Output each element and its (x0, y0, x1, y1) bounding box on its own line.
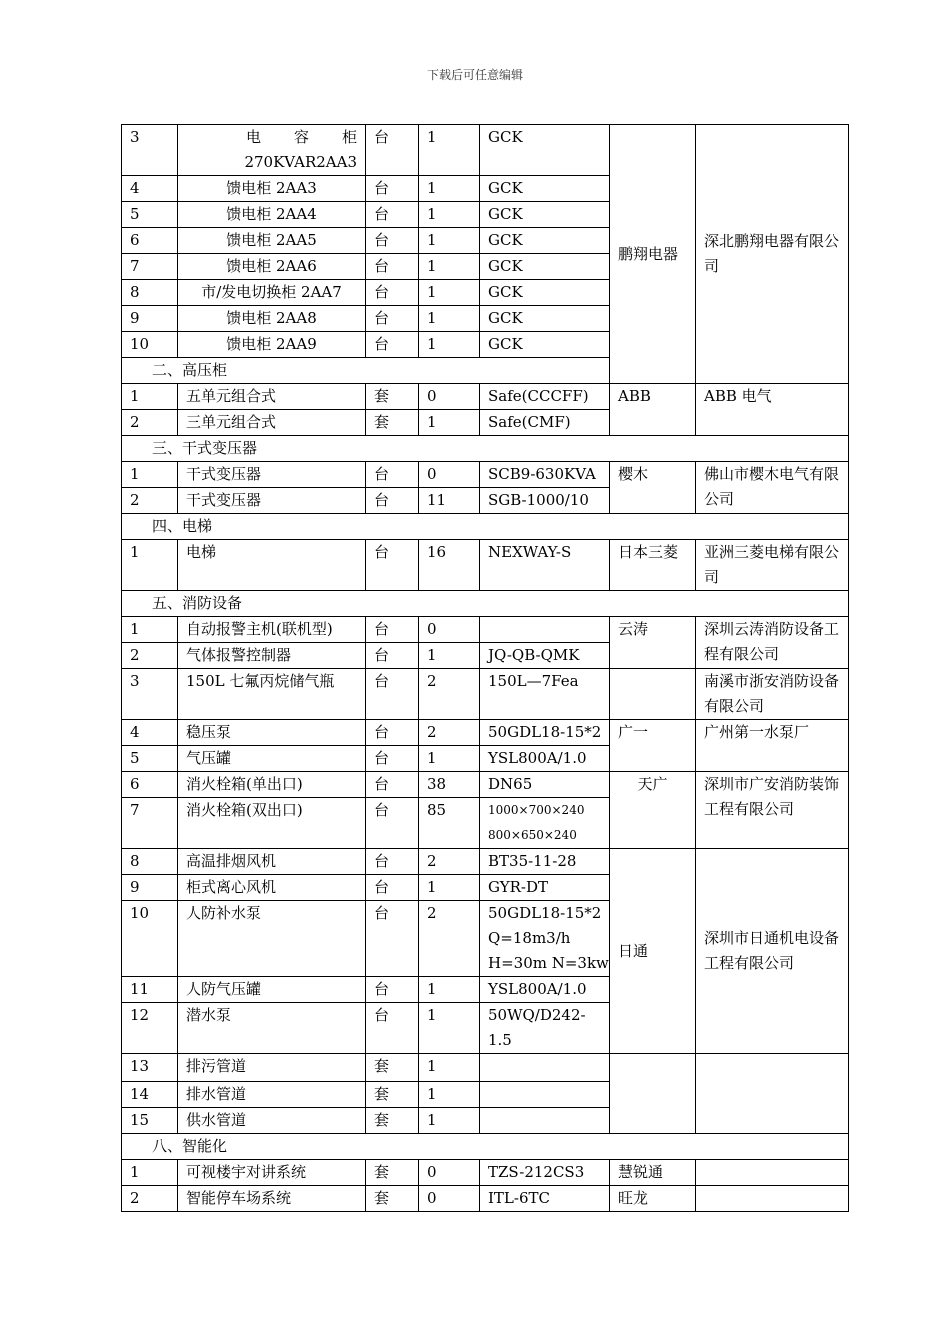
supplier-cell (696, 1186, 849, 1212)
model-cell: JQ-QB-QMK (480, 643, 610, 669)
model-cell: Safe(CMF) (480, 410, 610, 436)
model-cell: 50WQ/D242- 1.5 (480, 1003, 610, 1054)
name-cell: 高温排烟风机 (178, 849, 366, 875)
name-cell: 消火栓箱(单出口) (178, 772, 366, 798)
model-cell: 50GDL18-15*2 Q=18m3/h H=30m N=3kw (480, 901, 610, 977)
seq-cell: 6 (122, 772, 178, 798)
model-cell: 50GDL18-15*2 (480, 720, 610, 746)
qty-cell: 1 (419, 176, 480, 202)
qty-cell: 2 (419, 901, 480, 977)
supplier-cell: ABB 电气 (696, 384, 849, 436)
unit-cell: 套 (366, 1160, 419, 1186)
model-cell: 1000×700×240 800×650×240 (480, 798, 610, 849)
name-cell: 干式变压器 (178, 488, 366, 514)
table-row (122, 669, 849, 720)
model-cell: DN65 (480, 772, 610, 798)
name-cell: 电梯 (178, 540, 366, 591)
qty-cell: 1 (419, 254, 480, 280)
qty-cell: 0 (419, 1160, 480, 1186)
name-cell: 馈电柜 2AA5 (178, 228, 366, 254)
table-row (122, 1186, 849, 1212)
model-cell: GCK (480, 306, 610, 332)
section-title: 三、干式变压器 (122, 436, 849, 462)
name-cell: 可视楼宇对讲系统 (178, 1160, 366, 1186)
name-cell: 馈电柜 2AA8 (178, 306, 366, 332)
unit-cell: 台 (366, 720, 419, 746)
name-cell: 排水管道 (178, 1082, 366, 1108)
seq-cell: 1 (122, 617, 178, 643)
brand-cell: 樱木 (610, 462, 696, 514)
supplier-cell: 深圳市广安消防装饰工程有限公司 (696, 772, 849, 849)
qty-cell: 1 (419, 643, 480, 669)
supplier-cell (696, 1054, 849, 1134)
qty-cell: 1 (419, 228, 480, 254)
name-cell: 五单元组合式 (178, 384, 366, 410)
section-title: 八、智能化 (122, 1134, 849, 1160)
qty-cell: 1 (419, 306, 480, 332)
model-cell: GYR-DT (480, 875, 610, 901)
name-cell: 排污管道 (178, 1054, 366, 1082)
seq-cell: 7 (122, 798, 178, 849)
model-cell: GCK (480, 332, 610, 358)
qty-cell: 1 (419, 280, 480, 306)
unit-cell: 台 (366, 643, 419, 669)
unit-cell: 台 (366, 332, 419, 358)
name-cell: 消火栓箱(双出口) (178, 798, 366, 849)
table-row (122, 540, 849, 591)
table-row (122, 462, 849, 488)
table-row (122, 772, 849, 798)
qty-cell: 38 (419, 772, 480, 798)
qty-cell: 1 (419, 977, 480, 1003)
model-cell: SCB9-630KVA (480, 462, 610, 488)
seq-cell: 4 (122, 720, 178, 746)
qty-cell: 85 (419, 798, 480, 849)
seq-cell: 10 (122, 332, 178, 358)
name-cell: 自动报警主机(联机型) (178, 617, 366, 643)
seq-cell: 1 (122, 1160, 178, 1186)
section-row (122, 358, 849, 384)
supplier-cell: 深圳云涛消防设备工程有限公司 (696, 617, 849, 669)
supplier-cell: 亚洲三菱电梯有限公司 (696, 540, 849, 591)
qty-cell: 0 (419, 617, 480, 643)
qty-cell: 1 (419, 332, 480, 358)
page-header: 下载后可任意编辑 (426, 68, 523, 82)
section-title: 二、高压柜 (122, 358, 849, 384)
supplier-cell (696, 1160, 849, 1186)
brand-cell: 天广 (610, 772, 696, 849)
name-cell: 馈电柜 2AA4 (178, 202, 366, 228)
unit-cell: 台 (366, 1003, 419, 1054)
seq-cell: 3 (122, 669, 178, 720)
unit-cell: 套 (366, 1186, 419, 1212)
name-cell: 电 容 柜 270KVAR2AA3 (178, 125, 366, 176)
brand-cell (610, 1054, 696, 1134)
model-cell: ITL-6TC (480, 1186, 610, 1212)
seq-cell: 4 (122, 176, 178, 202)
unit-cell: 台 (366, 540, 419, 591)
name-cell: 人防气压罐 (178, 977, 366, 1003)
model-cell: GCK (480, 280, 610, 306)
seq-cell: 2 (122, 410, 178, 436)
supplier-cell: 广州第一水泵厂 (696, 720, 849, 772)
section-row (122, 1134, 849, 1160)
table-row (122, 125, 849, 176)
model-cell: GCK (480, 254, 610, 280)
seq-cell: 11 (122, 977, 178, 1003)
model-cell (480, 1054, 610, 1082)
brand-cell: 旺龙 (610, 1186, 696, 1212)
model-cell: GCK (480, 125, 610, 176)
table-row (122, 1054, 849, 1082)
table-row (122, 384, 849, 410)
name-cell: 干式变压器 (178, 462, 366, 488)
name-cell: 市/发电切换柜 2AA7 (178, 280, 366, 306)
section-row (122, 591, 849, 617)
name-cell: 馈电柜 2AA6 (178, 254, 366, 280)
seq-cell: 2 (122, 1186, 178, 1212)
model-cell: TZS-212CS3 (480, 1160, 610, 1186)
brand-cell: 鹏翔电器 (610, 125, 696, 384)
supplier-cell: 深圳市日通机电设备工程有限公司 (696, 849, 849, 1054)
seq-cell: 8 (122, 280, 178, 306)
qty-cell: 1 (419, 875, 480, 901)
table-row (122, 849, 849, 875)
section-row (122, 514, 849, 540)
qty-cell: 1 (419, 1054, 480, 1082)
qty-cell: 0 (419, 462, 480, 488)
seq-cell: 1 (122, 540, 178, 591)
unit-cell: 台 (366, 875, 419, 901)
brand-cell: 日本三菱 (610, 540, 696, 591)
qty-cell: 1 (419, 1003, 480, 1054)
section-title: 五、消防设备 (122, 591, 849, 617)
name-cell: 柜式离心风机 (178, 875, 366, 901)
name-cell: 稳压泵 (178, 720, 366, 746)
qty-cell: 16 (419, 540, 480, 591)
unit-cell: 台 (366, 306, 419, 332)
name-cell: 人防补水泵 (178, 901, 366, 977)
model-cell: YSL800A/1.0 (480, 977, 610, 1003)
unit-cell: 台 (366, 202, 419, 228)
name-cell: 三单元组合式 (178, 410, 366, 436)
unit-cell: 台 (366, 488, 419, 514)
seq-cell: 8 (122, 849, 178, 875)
equipment-table (121, 124, 849, 1212)
supplier-cell: 南溪市浙安消防设备有限公司 (696, 669, 849, 720)
seq-cell: 15 (122, 1108, 178, 1134)
unit-cell: 台 (366, 772, 419, 798)
unit-cell: 台 (366, 125, 419, 176)
brand-cell: 广一 (610, 720, 696, 772)
qty-cell: 1 (419, 202, 480, 228)
model-cell: NEXWAY-S (480, 540, 610, 591)
brand-cell: 慧锐通 (610, 1160, 696, 1186)
seq-cell: 10 (122, 901, 178, 977)
seq-cell: 7 (122, 254, 178, 280)
qty-cell: 2 (419, 849, 480, 875)
unit-cell: 台 (366, 901, 419, 977)
qty-cell: 0 (419, 384, 480, 410)
qty-cell: 2 (419, 669, 480, 720)
name-cell: 供水管道 (178, 1108, 366, 1134)
brand-cell: 日通 (610, 849, 696, 1054)
name-cell: 气压罐 (178, 746, 366, 772)
unit-cell: 台 (366, 617, 419, 643)
model-cell (480, 617, 610, 643)
name-cell: 智能停车场系统 (178, 1186, 366, 1212)
unit-cell: 台 (366, 176, 419, 202)
unit-cell: 台 (366, 280, 419, 306)
name-cell: 气体报警控制器 (178, 643, 366, 669)
model-cell (480, 1082, 610, 1108)
unit-cell: 套 (366, 1108, 419, 1134)
model-cell: 150L—7Fea (480, 669, 610, 720)
model-cell: GCK (480, 176, 610, 202)
section-title: 四、电梯 (122, 514, 849, 540)
model-cell: BT35-11-28 (480, 849, 610, 875)
unit-cell: 套 (366, 1082, 419, 1108)
seq-cell: 14 (122, 1082, 178, 1108)
unit-cell: 套 (366, 410, 419, 436)
supplier-cell: 深北鹏翔电器有限公司 (696, 125, 849, 384)
seq-cell: 12 (122, 1003, 178, 1054)
model-cell: GCK (480, 228, 610, 254)
seq-cell: 9 (122, 306, 178, 332)
name-cell: 150L 七氟丙烷储气瓶 (178, 669, 366, 720)
unit-cell: 台 (366, 254, 419, 280)
name-cell: 馈电柜 2AA3 (178, 176, 366, 202)
model-cell: SGB-1000/10 (480, 488, 610, 514)
model-cell: YSL800A/1.0 (480, 746, 610, 772)
seq-cell: 1 (122, 462, 178, 488)
qty-cell: 2 (419, 720, 480, 746)
seq-cell: 6 (122, 228, 178, 254)
qty-cell: 1 (419, 1108, 480, 1134)
brand-cell: 云涛 (610, 617, 696, 669)
unit-cell: 台 (366, 462, 419, 488)
unit-cell: 台 (366, 228, 419, 254)
model-cell: Safe(CCCFF) (480, 384, 610, 410)
qty-cell: 1 (419, 125, 480, 176)
model-cell (480, 1108, 610, 1134)
qty-cell: 1 (419, 746, 480, 772)
unit-cell: 台 (366, 977, 419, 1003)
qty-cell: 1 (419, 410, 480, 436)
seq-cell: 1 (122, 384, 178, 410)
supplier-cell: 佛山市樱木电气有限公司 (696, 462, 849, 514)
unit-cell: 台 (366, 798, 419, 849)
brand-cell: ABB (610, 384, 696, 436)
seq-cell: 9 (122, 875, 178, 901)
model-cell: GCK (480, 202, 610, 228)
table-row (122, 1160, 849, 1186)
table-row (122, 720, 849, 746)
qty-cell: 1 (419, 1082, 480, 1108)
section-row (122, 436, 849, 462)
qty-cell: 11 (419, 488, 480, 514)
seq-cell: 3 (122, 125, 178, 176)
unit-cell: 台 (366, 746, 419, 772)
brand-cell (610, 669, 696, 720)
seq-cell: 5 (122, 746, 178, 772)
name-cell: 潜水泵 (178, 1003, 366, 1054)
unit-cell: 台 (366, 669, 419, 720)
table-row (122, 617, 849, 643)
seq-cell: 5 (122, 202, 178, 228)
seq-cell: 2 (122, 643, 178, 669)
unit-cell: 套 (366, 384, 419, 410)
unit-cell: 台 (366, 849, 419, 875)
name-cell: 馈电柜 2AA9 (178, 332, 366, 358)
unit-cell: 套 (366, 1054, 419, 1082)
seq-cell: 13 (122, 1054, 178, 1082)
qty-cell: 0 (419, 1186, 480, 1212)
seq-cell: 2 (122, 488, 178, 514)
